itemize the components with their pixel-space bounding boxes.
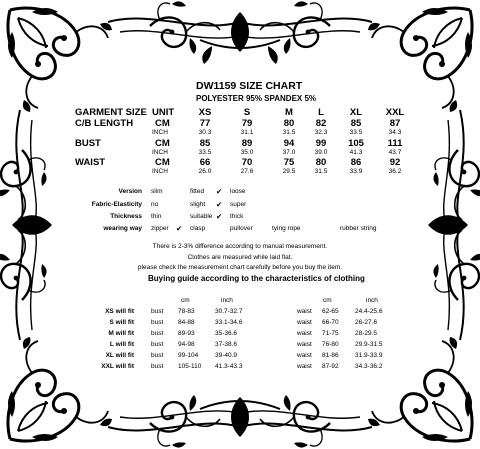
guide-bust-inch: 33.1-34.6 [215,319,243,326]
attribute-option: slight [190,201,206,208]
attribute-label: Version [118,188,142,195]
guide-bust-cm: 78-83 [178,308,195,315]
attribute-option: pullover [230,225,253,232]
guide-fit-label: L will fit [109,341,134,348]
guide-bust-cm: 89-93 [178,330,195,337]
material-composition: POLYESTER 95% SPANDEX 5% [196,94,317,103]
guide-waist-label: waist [297,341,312,348]
guide-waist-inch: 29.9-31.5 [355,341,383,348]
inch-value: 36.2 [388,168,402,175]
guide-waist-inch: 34.3-36.2 [355,363,383,370]
inch-value: 31.1 [240,129,254,136]
guide-fit-label: XS will fit [105,308,134,315]
inch-value: 26.0 [198,168,212,175]
guide-col-cm: cm [323,297,332,304]
guide-bust-cm: 105-110 [178,363,202,370]
guide-col-inch: inch [221,297,233,304]
guide-waist-cm: 76-80 [322,341,339,348]
header-size-xxl: XXL [385,107,405,118]
inch-value: 31.5 [314,168,328,175]
attribute-option: loose [230,188,246,195]
cm-value: 70 [241,157,253,168]
guide-waist-label: waist [297,330,312,337]
inch-value: 33.5 [198,149,212,156]
inch-value: 33.9 [349,168,363,175]
cm-value: 92 [389,157,401,168]
note-line: Clothes are measured while laid flat. [187,254,293,261]
inch-value: 32.3 [314,129,328,136]
guide-col-cm: cm [181,297,190,304]
unit-inch-label: INCH [152,149,168,156]
attribute-option: fitted [190,188,205,195]
guide-waist-label: waist [297,352,312,359]
cm-value: 94 [283,138,295,149]
attribute-label: Thickness [110,213,142,220]
header-size-xs: XS [198,107,212,118]
cm-value: 111 [387,138,403,149]
attribute-option: thick [230,213,244,220]
cm-value: 87 [389,118,401,129]
attribute-label: wearing way [103,225,142,232]
guide-waist-label: waist [297,363,312,370]
attribute-option: rubber string [340,225,377,232]
guide-bust-cm: 99-104 [178,352,199,359]
cm-value: 80 [315,157,327,168]
header-size-m: M [285,107,293,118]
inch-value: 33.5 [349,129,363,136]
row-label: C/B LENGTH [75,118,134,129]
attribute-label: Fabric-Elasticity [91,201,142,208]
guide-waist-cm: 87-92 [322,363,339,370]
attribute-option: zipper [151,225,169,232]
guide-bust-label: bust [151,308,164,315]
guide-bust-inch: 30.7-32.7 [215,308,243,315]
guide-bust-cm: 84-88 [178,319,195,326]
guide-bust-label: bust [151,352,164,359]
chart-title: DW1159 SIZE CHART [196,80,303,92]
guide-col-inch: inch [366,297,378,304]
guide-waist-inch: 26-27.6 [355,319,378,326]
inch-value: 31.5 [282,129,296,136]
inch-value: 37.0 [282,149,296,156]
inch-value: 30.3 [198,129,212,136]
row-label: BUST [75,138,101,149]
check-mark-icon: ✔ [216,212,223,221]
unit-inch-label: INCH [152,168,168,175]
guide-waist-inch: 28-29.5 [355,330,378,337]
unit-cm-label: CM [155,118,170,129]
inch-value: 41.3 [349,149,363,156]
header-size-l: L [318,107,324,118]
attribute-option: suitable [190,213,213,220]
cm-value: 75 [283,157,295,168]
guide-waist-label: waist [297,308,312,315]
cm-value: 80 [283,118,295,129]
guide-bust-inch: 39-40.9 [215,352,238,359]
inch-value: 27.6 [240,168,254,175]
guide-bust-inch: 41.3-43.3 [215,363,243,370]
attribute-option: thin [151,213,162,220]
check-mark-icon: ✔ [216,200,223,209]
guide-waist-cm: 71-75 [322,330,339,337]
guide-waist-cm: 81-86 [322,352,339,359]
guide-fit-label: XL will fit [105,352,134,359]
check-mark-icon: ✔ [176,224,183,233]
guide-bust-inch: 35-36.6 [215,330,238,337]
guide-fit-label: S will fit [109,319,134,326]
attribute-option: tying rope [272,225,301,232]
guide-bust-label: bust [151,363,164,370]
inch-value: 39.0 [314,149,328,156]
cm-value: 79 [241,118,253,129]
inch-value: 29.5 [282,168,296,175]
guide-bust-cm: 94-98 [178,341,195,348]
note-line: please check the measurement chart carefully before you buy the item. [137,264,343,271]
guide-waist-cm: 62-65 [322,308,339,315]
cm-value: 77 [199,118,211,129]
unit-cm-label: CM [155,138,170,149]
guide-fit-label: M will fit [108,330,134,337]
attribute-option: no [151,201,159,208]
guide-bust-inch: 37-38.6 [215,341,238,348]
attribute-option: clasp [190,225,206,232]
cm-value: 99 [315,138,327,149]
inch-value: 35.0 [240,149,254,156]
header-size-xl: XL [349,107,363,118]
guide-fit-label: XXL will fit [101,363,134,370]
guide-waist-inch: 31.9-33.9 [355,352,383,359]
row-label: WAIST [75,157,106,168]
header-size-s: S [243,107,251,118]
guide-bust-label: bust [151,330,164,337]
cm-value: 105 [348,138,364,149]
unit-inch-label: INCH [152,129,168,136]
unit-cm-label: CM [155,157,170,168]
guide-waist-cm: 66-70 [322,319,339,326]
cm-value: 82 [315,118,327,129]
header-unit: UNIT [152,107,175,118]
buying-guide-title: Buying guide according to the characteristics of clothing [148,274,365,283]
cm-value: 89 [241,138,253,149]
cm-value: 86 [350,157,362,168]
inch-value: 34.3 [388,129,402,136]
cm-value: 66 [199,157,211,168]
guide-bust-label: bust [151,341,164,348]
guide-bust-label: bust [151,319,164,326]
guide-waist-inch: 24.4-25.6 [355,308,383,315]
cm-value: 85 [350,118,362,129]
check-mark-icon: ✔ [216,187,223,196]
inch-value: 43.7 [388,149,402,156]
note-line: There is 2-3% difference according to manual measurement. [152,243,328,250]
cm-value: 85 [199,138,211,149]
header-garment-size: GARMENT SIZE [75,107,147,118]
attribute-option: super [230,201,247,208]
guide-waist-label: waist [297,319,312,326]
attribute-option: slim [151,188,163,195]
